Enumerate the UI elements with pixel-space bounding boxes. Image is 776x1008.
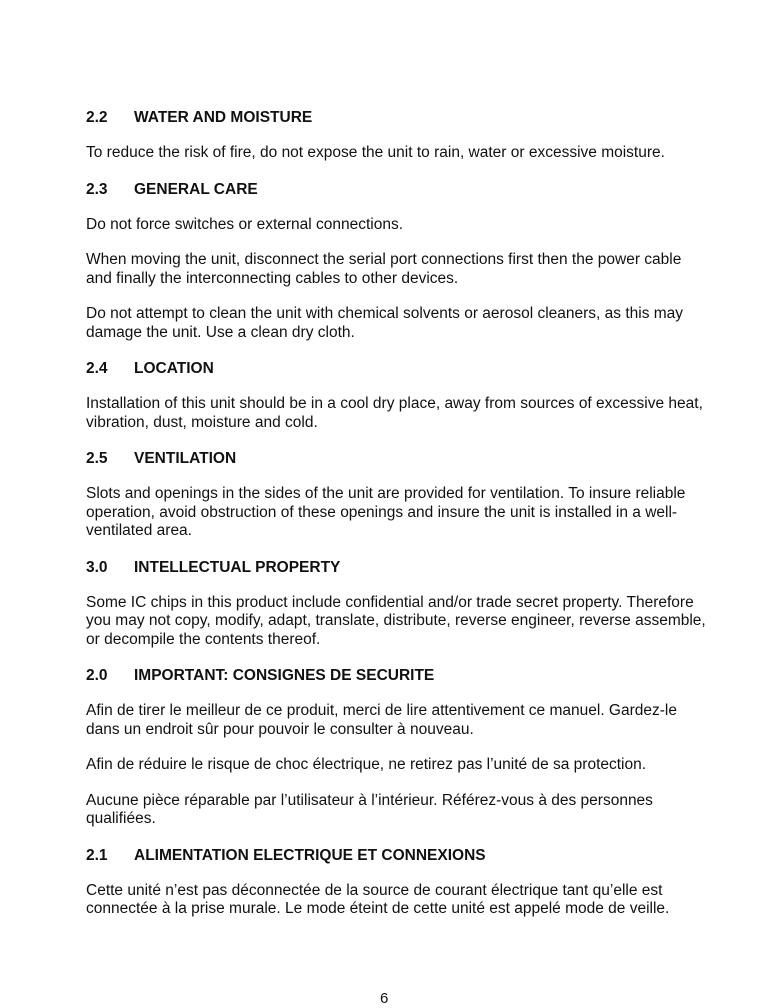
- section-title: WATER AND MOISTURE: [134, 109, 313, 126]
- section-heading: [86, 666, 706, 685]
- section-ventilation: [86, 449, 706, 541]
- paragraph: Do not force switches or external connections.: [86, 215, 404, 233]
- paragraph: When moving the unit, disconnect the serial port connections first then the power cable and finally the interconnecting cables to other devices.: [86, 251, 682, 287]
- section-title: VENTILATION: [134, 450, 237, 467]
- section-consignes-de-securite: [86, 666, 706, 829]
- section-number: 2.3: [86, 180, 108, 198]
- section-number: 2.2: [86, 109, 108, 126]
- section-heading: [86, 558, 706, 577]
- section-heading: [86, 449, 706, 468]
- paragraph: Afin de tirer le meilleur de ce produit, merci de lire attentivement ce manuel. Gardez-le dans un endroit sûr pour pouvoir le consulter à nouveau.: [86, 702, 677, 738]
- section-title: LOCATION: [134, 360, 214, 377]
- section-title: ALIMENTATION ELECTRIQUE ET CONNEXIONS: [134, 846, 486, 864]
- paragraph: Aucune pièce réparable par l’utilisateur à l’intérieur. Référez-vous à des personnes qualifiées.: [86, 791, 653, 827]
- section-title: GENERAL CARE: [134, 180, 258, 198]
- section-title: IMPORTANT: CONSIGNES DE SECURITE: [134, 667, 435, 684]
- paragraph: Afin de réduire le risque de choc électrique, ne retirez pas l’unité de sa protection.: [86, 756, 647, 773]
- paragraph: Cette unité n’est pas déconnectée de la source de courant électrique tant qu’elle est connectée à la prise murale. Le mode éteint de cette unité est appelé mode de veille.: [86, 881, 670, 917]
- paragraph: Do not attempt to clean the unit with chemical solvents or aerosol cleaners, as this may damage the unit. Use a clean dry cloth.: [86, 305, 684, 341]
- section-number: 2.1: [86, 846, 108, 864]
- paragraph: Slots and openings in the sides of the unit are provided for ventilation. To insure reliable operation, avoid obstruction of these openings and insure the unit is installed in a well-ventilated area.: [86, 485, 686, 539]
- section-alimentation-electrique: [86, 846, 706, 919]
- section-heading: [86, 846, 706, 865]
- section-location: [86, 359, 706, 432]
- section-title: INTELLECTUAL PROPERTY: [134, 558, 341, 576]
- section-number: 2.4: [86, 360, 108, 377]
- paragraph: To reduce the risk of fire, do not expose the unit to rain, water or excessive moisture.: [86, 144, 665, 161]
- paragraph: Some IC chips in this product include confidential and/or trade secret property. Therefore you may not copy, modify, adapt, translate, distribute, reverse engineer, reverse assemble, or decompile the contents thereof.: [86, 593, 706, 648]
- section-number: 3.0: [86, 558, 108, 576]
- section-intellectual-property: [86, 558, 706, 650]
- document-page: [86, 108, 706, 936]
- paragraph: Installation of this unit should be in a cool dry place, away from sources of excessive heat, vibration, dust, moisture and cold.: [86, 395, 703, 431]
- page-number: 6: [380, 990, 389, 1007]
- section-heading: [86, 108, 706, 127]
- section-heading: [86, 359, 706, 378]
- section-general-care: [86, 180, 706, 343]
- section-number: 2.0: [86, 667, 108, 684]
- section-water-and-moisture: [86, 108, 706, 163]
- section-number: 2.5: [86, 450, 108, 467]
- section-heading: [86, 180, 706, 199]
